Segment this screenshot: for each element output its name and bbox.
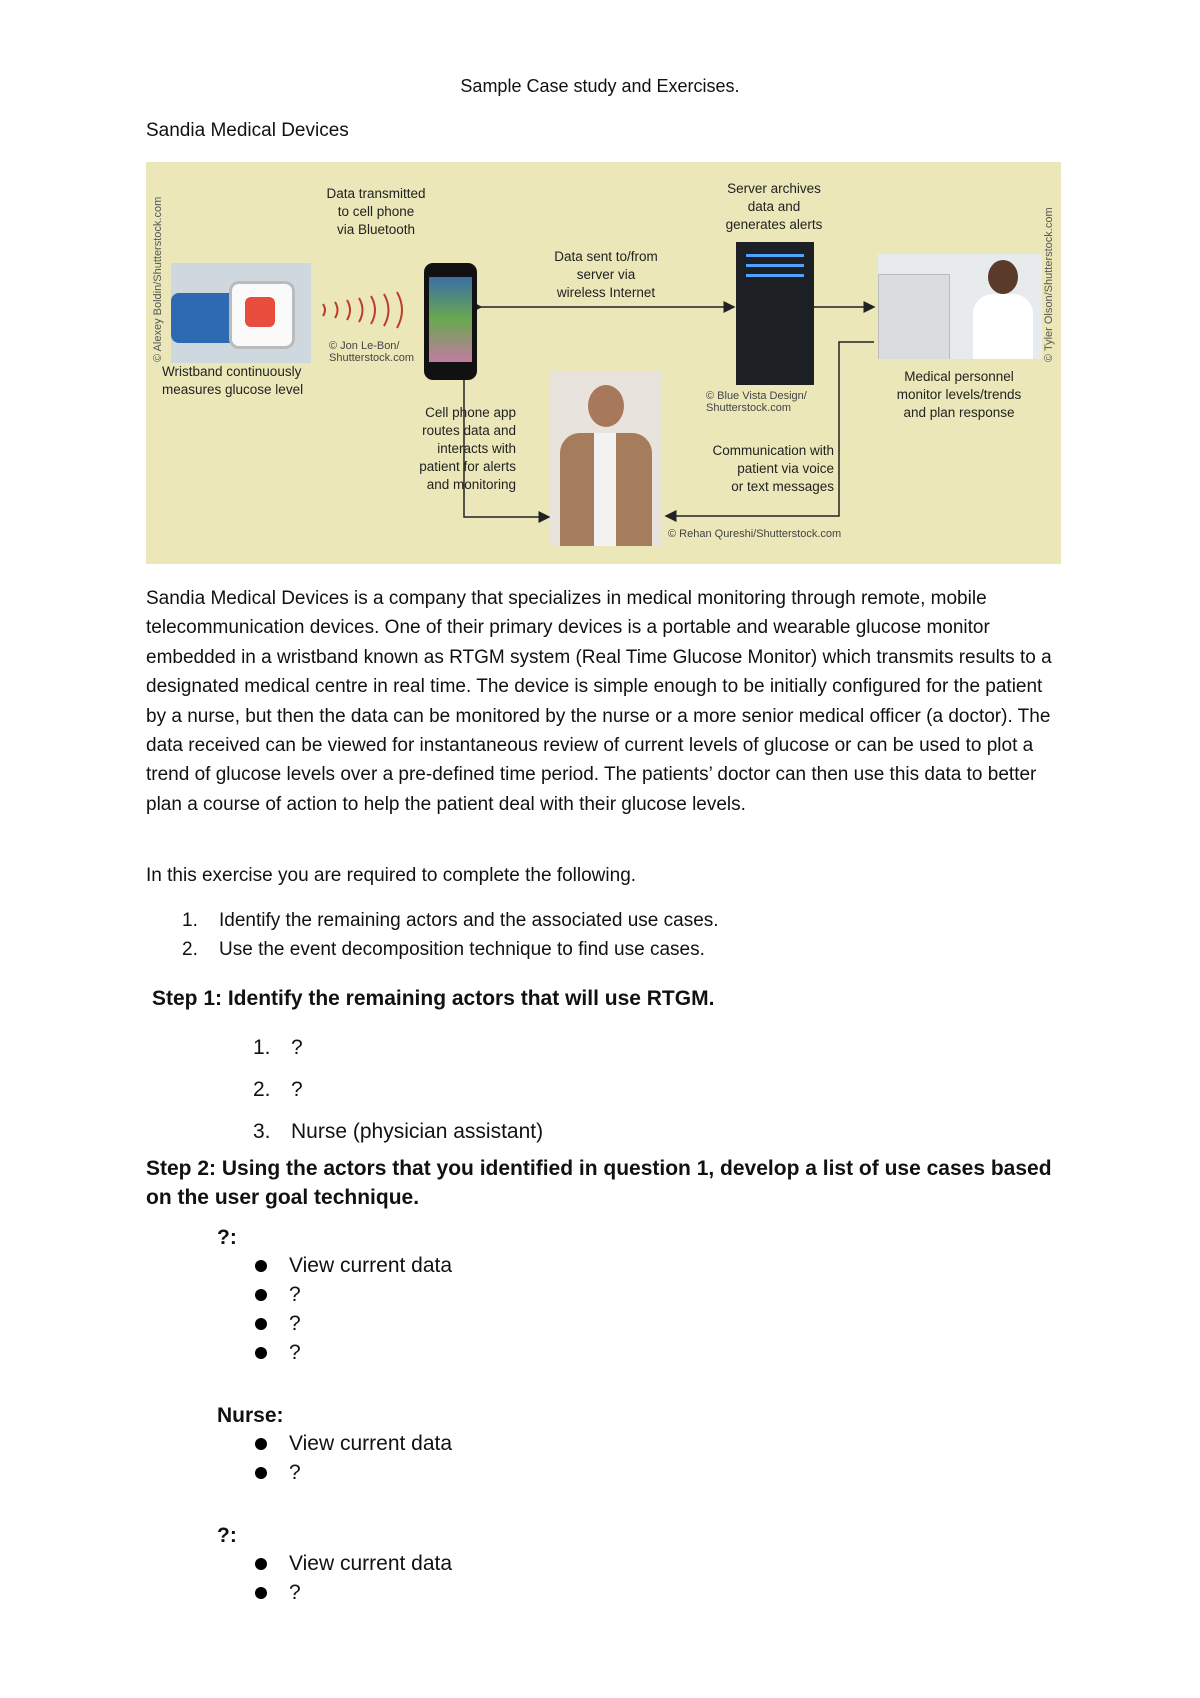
list-text: Nurse (physician assistant) [291, 1120, 544, 1143]
bullet-icon [255, 1318, 267, 1330]
server-label: Server archives data and generates alerts [725, 181, 823, 232]
list-text: Identify the remaining actors and the associated use cases. [219, 910, 719, 931]
list-item: ? [253, 1338, 452, 1367]
step1-list [253, 1027, 543, 1153]
section-title: Sandia Medical Devices [146, 120, 349, 141]
list-item: ? [253, 1280, 452, 1309]
list-number: 2. [253, 1078, 271, 1101]
list-number: 3. [253, 1120, 271, 1143]
wristband-label: Wristband continuously measures glucose level [162, 364, 304, 397]
case-description: Sandia Medical Devices is a company that specializes in medical monitoring through remote, mobile telecommunication devices. One of their primary devices is a portable and wearable glucose monitor embedded in a wristband known as RTGM system (Real Time Glucose Monitor) which transmits results to a designated medical centre in real time. The device is simple enough to be initially configured for the patient by a nurse, but then the data can be monitored by the nurse or a more senior medical officer (a doctor). The data received can be viewed for instantaneous review of current levels of glucose or can be used to plot a trend of glucose levels over a pre-defined time period. The patients’ doctor can then use this data to better plan a course of action to help the patient deal with their glucose levels. [146, 588, 1052, 815]
document-title: Sample Case study and Exercises. [460, 76, 740, 96]
communication-label: Communication with patient via voice or text messages [712, 443, 834, 494]
list-item: ? [253, 1458, 452, 1487]
credit-blue: © Blue Vista Design/ Shutterstock.com [706, 390, 807, 414]
actor-group [217, 1524, 452, 1607]
credit-right-vertical: © Tyler Olson/Shutterstock.com [1043, 207, 1055, 362]
list-item [253, 1111, 543, 1153]
bullet-icon [255, 1289, 267, 1301]
list-number: 1. [182, 910, 198, 931]
list-item [146, 935, 719, 964]
bullet-icon [255, 1438, 267, 1450]
credit-jon: © Jon Le-Bon/ Shutterstock.com [329, 340, 414, 364]
exercise-intro: In this exercise you are required to complete the following. [146, 865, 637, 886]
list-item [253, 1027, 543, 1069]
list-item: ? [253, 1578, 452, 1607]
actor-group [217, 1226, 452, 1367]
wristband-photo [171, 263, 311, 363]
list-item [253, 1069, 543, 1111]
phone-icon [424, 263, 477, 380]
list-number: 2. [182, 939, 198, 960]
task-list [146, 906, 719, 964]
patient-photo [550, 371, 662, 546]
actor-group [217, 1404, 452, 1487]
list-text: ? [291, 1078, 303, 1101]
list-item: View current data [253, 1251, 452, 1280]
actor-title: Nurse: [217, 1404, 284, 1427]
system-diagram-figure [146, 162, 1061, 564]
personnel-label: Medical personnel monitor levels/trends and plan response [896, 369, 1022, 420]
bluetooth-waves-icon [323, 292, 402, 328]
list-text: Use the event decomposition technique to find use cases. [219, 939, 705, 960]
internet-label: Data sent to/from server via wireless Internet [554, 249, 658, 300]
credit-left-vertical: © Alexey Boldin/Shutterstock.com [152, 196, 164, 362]
bullet-icon [255, 1558, 267, 1570]
bluetooth-label: Data transmitted to cell phone via Bluetooth [326, 186, 426, 237]
list-number: 1. [253, 1036, 271, 1059]
actor-title: ?: [217, 1524, 237, 1547]
list-text: ? [291, 1036, 303, 1059]
actor-title: ?: [217, 1226, 237, 1249]
app-label: Cell phone app routes data and interacts with patient for alerts and monitoring [419, 405, 516, 492]
credit-rehan: © Rehan Qureshi/Shutterstock.com [668, 528, 842, 540]
list-item: ? [253, 1309, 452, 1338]
bullet-icon [255, 1260, 267, 1272]
list-item: View current data [253, 1429, 452, 1458]
step1-heading: Step 1: Identify the remaining actors that will use RTGM. [152, 987, 715, 1010]
step2-heading: Step 2: Using the actors that you identified in question 1, develop a list of use cases based on the user goal technique. [146, 1157, 1052, 1209]
bullet-icon [255, 1587, 267, 1599]
bullet-icon [255, 1347, 267, 1359]
list-item: View current data [253, 1549, 452, 1578]
server-icon [736, 242, 814, 385]
list-item [146, 906, 719, 935]
medical-personnel-photo [878, 254, 1042, 359]
bullet-icon [255, 1467, 267, 1479]
